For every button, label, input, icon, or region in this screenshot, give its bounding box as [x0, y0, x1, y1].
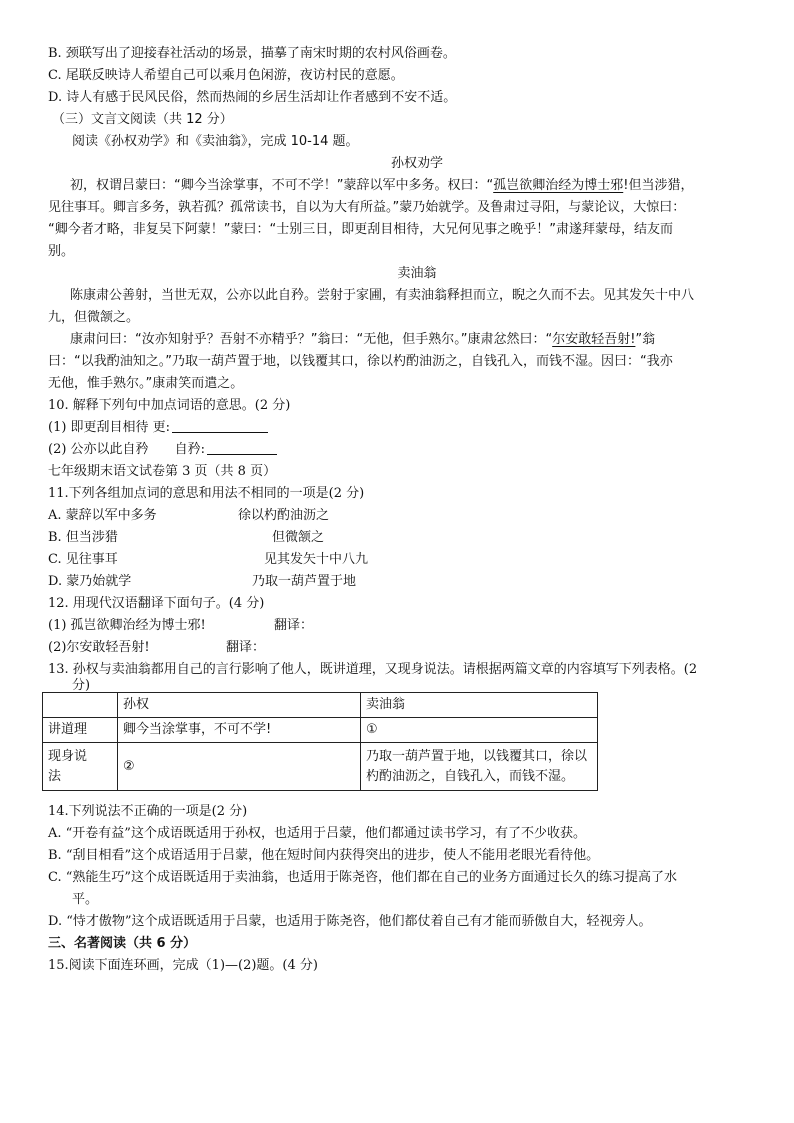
poem-option-c: C. 尾联反映诗人希望自己可以乘月色闲游，夜访村民的意愿。	[48, 68, 404, 83]
poem-option-b: B. 颈联写出了迎接春社活动的场景，描摹了南宋时期的农村风俗画卷。	[48, 46, 456, 61]
table-row	[43, 718, 598, 743]
answer-blank-1[interactable]	[172, 418, 268, 433]
passage2-line4: 曰：“以我酌油知之。”乃取一葫芦置于地，以钱覆其口，徐以杓酌油沥之，自钱孔入，而钱不湿。因曰：“我亦	[48, 354, 673, 369]
table-header-empty	[43, 693, 118, 718]
passage2-line2: 九，但微颔之。	[48, 310, 140, 325]
page-footer-note: 七年级期末语文试卷第 3 页（共 8 页）	[48, 464, 277, 479]
table-header-row	[43, 693, 598, 718]
question-10-item-2: (2) 公亦以此自矜 自矜:	[48, 440, 754, 460]
question-10-item-1: (1) 即更刮目相待 更:	[48, 418, 754, 438]
passage-title-maiyouweng: 卖油翁	[397, 266, 437, 281]
cell-maiyouweng-demonstration: 乃取一葫芦置于地，以钱覆其口，徐以 杓酌油沥之，自钱孔入，而钱不湿。	[361, 743, 598, 791]
question-11-option-b: B. 但当涉猎 但微颔之	[48, 530, 325, 545]
poem-option-d: D. 诗人有感于民风民俗，然而热闹的乡居生活却让作者感到不安不适。	[48, 90, 457, 105]
passage-title-sunquan: 孙权劝学	[390, 156, 443, 171]
question-11-option-a: A. 蒙辞以军中多务 徐以杓酌油沥之	[48, 508, 330, 523]
comparison-table	[42, 692, 598, 791]
question-13: 13. 孙权与卖油翁都用自己的言行影响了他人，既讲道理，又现身说法。请根据两篇文章的内容填写下列表格。(2	[48, 662, 698, 677]
underlined-sentence-2: 尔安敢轻吾射!	[552, 332, 636, 347]
row-label-reasoning: 讲道理	[43, 718, 118, 743]
passage1-line1: 初，权谓吕蒙曰：“卿今当涂掌事，不可不学！”蒙辞以军中多务。权曰：“孤岂欲卿治经为博士邪!但当涉猎，	[70, 178, 694, 193]
question-14-option-b: B. “刮目相看”这个成语适用于吕蒙，他在短时间内获得突出的进步，使人不能用老眼光看待他。	[48, 848, 600, 863]
answer-cell-2[interactable]: ②	[118, 743, 361, 791]
passage1-line3: “卿今者才略，非复吴下阿蒙！”蒙曰：“士别三日，即更刮目相待，大兄何见事之晚乎！”肃遂拜蒙母，结友而	[48, 222, 673, 237]
question-15: 15.阅读下面连环画，完成（1)—(2)题。(4 分)	[48, 958, 318, 973]
section-heading-classics: 三、名著阅读（共 6 分）	[48, 936, 197, 951]
question-10: 10. 解释下列句中加点词语的意思。(2 分)	[48, 398, 291, 413]
question-12: 12. 用现代汉语翻译下面句子。(4 分)	[48, 596, 265, 611]
table-header-sunquan: 孙权	[118, 693, 361, 718]
question-13-cont: 分)	[72, 678, 91, 693]
question-11: 11.下列各组加点词的意思和用法不相同的一项是(2 分)	[48, 486, 365, 501]
question-14-option-d: D. “恃才傲物”这个成语既适用于吕蒙，也适用于陈尧咨，他们都仗着自己有才能而骄傲自大，轻视旁人。	[48, 914, 652, 929]
question-14-option-a: A. “开卷有益”这个成语既适用于孙权，也适用于吕蒙，他们都通过读书学习，有了不少收获。	[48, 826, 586, 841]
underlined-sentence-1: 孤岂欲卿治经为博士邪	[493, 178, 624, 193]
question-14-option-c: C. “熟能生巧”这个成语既适用于卖油翁，也适用于陈尧咨，他们都在自己的业务方面通过长久的练习提高了水	[48, 870, 678, 885]
question-12-item-1: (1) 孤岂欲卿治经为博士邪! 翻译：	[48, 618, 314, 633]
question-11-option-c: C. 见往事耳 见其发矢十中八九	[48, 552, 369, 567]
cell-sunquan-reasoning: 卿今当涂掌事，不可不学!	[118, 718, 361, 743]
answer-blank-2[interactable]	[207, 440, 277, 455]
table-row	[43, 743, 598, 791]
answer-cell-1[interactable]: ①	[361, 718, 598, 743]
passage1-line4: 别。	[48, 244, 75, 259]
table-header-maiyouweng: 卖油翁	[361, 693, 598, 718]
passage1-line2: 见往事耳。卿言多务，孰若孤？孤常读书，自以为大有所益。”蒙乃始就学。及鲁肃过寻阳，与蒙论议，大惊曰：	[48, 200, 686, 215]
question-12-item-2: (2)尔安敢轻吾射! 翻译：	[48, 640, 266, 655]
passage2-line1: 陈康肃公善射，当世无双，公亦以此自矜。尝射于家圃，有卖油翁释担而立，睨之久而不去。见其发矢十中八	[70, 288, 695, 303]
reading-instruction: 阅读《孙权劝学》和《卖油翁》，完成 10-14 题。	[72, 134, 359, 149]
row-label-demonstration: 现身说 法	[43, 743, 118, 791]
question-14-option-c-cont: 平。	[72, 892, 99, 907]
passage2-line3: 康肃问曰：“汝亦知射乎？吾射不亦精乎？”翁曰：“无他，但手熟尔。”康肃忿然曰：“尔安敢轻吾射!”翁	[70, 332, 656, 347]
question-11-option-d: D. 蒙乃始就学 乃取一葫芦置于地	[48, 574, 357, 589]
section-heading-classical: （三）文言文阅读（共 12 分）	[52, 112, 233, 127]
question-14: 14.下列说法不正确的一项是(2 分)	[48, 804, 248, 819]
passage2-line5: 无他，惟手熟尔。”康肃笑而遣之。	[48, 376, 244, 391]
